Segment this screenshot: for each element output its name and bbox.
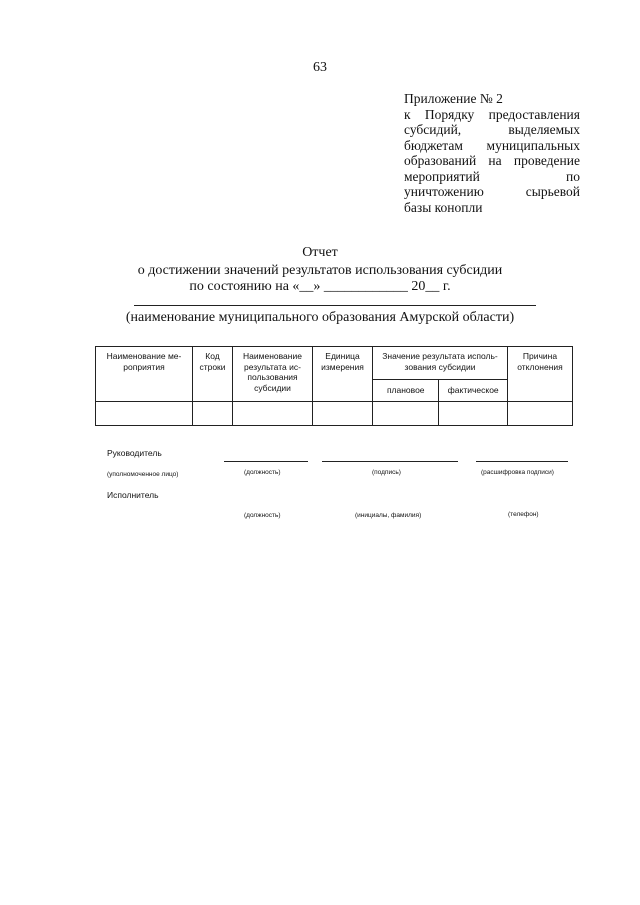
appendix-header [404, 91, 580, 215]
appendix-line: субсидий, выделяемых [404, 122, 580, 137]
cell-result [233, 402, 313, 426]
header-code: Код строки [193, 347, 233, 402]
exec-initials-caption: (инициалы, фамилия) [355, 512, 422, 519]
head-decoding-caption: (расшифровка подписи) [481, 469, 554, 476]
head-position-caption: (должность) [244, 469, 281, 476]
head-label: Руководитель [107, 448, 162, 458]
org-name-line [134, 305, 536, 306]
header-value: Значение результата исполь-зования субсидии [373, 347, 508, 380]
header-unit: Единица измерения [313, 347, 373, 402]
cell-planned [373, 402, 439, 426]
cell-code [193, 402, 233, 426]
report-subtitle: о достижении значений результатов использования субсидии [137, 263, 503, 278]
exec-phone-caption: (телефон) [508, 511, 539, 518]
header-event: Наименование ме-роприятия [96, 347, 193, 402]
report-title: Отчет [302, 245, 338, 260]
appendix-line: уничтожению сырьевой [404, 184, 580, 199]
cell-reason [508, 402, 573, 426]
head-signature-line [322, 461, 458, 462]
cell-event [96, 402, 193, 426]
org-name-caption: (наименование муниципального образования Амурской области) [125, 310, 515, 325]
cell-unit [313, 402, 373, 426]
header-actual: фактическое [439, 380, 508, 402]
head-signature-caption: (подпись) [372, 469, 401, 476]
header-reason: Причина отклонения [508, 347, 573, 402]
appendix-line: к Порядку предоставления [404, 106, 580, 122]
appendix-line: Приложение № 2 [404, 91, 503, 106]
header-planned: плановое [373, 380, 439, 402]
page-number: 63 [313, 60, 327, 75]
appendix-line: мероприятий по [404, 168, 580, 184]
head-decoding-line [476, 461, 568, 462]
exec-position-caption: (должность) [244, 512, 281, 519]
executor-label: Исполнитель [107, 490, 159, 500]
appendix-line: образований на проведение [404, 153, 580, 168]
report-table [95, 346, 573, 426]
appendix-line: бюджетам муниципальных [404, 137, 580, 153]
header-result: Наименование результата ис-пользования субсидии [233, 347, 313, 402]
head-sub-caption: (уполномоченное лицо) [107, 471, 179, 478]
report-date-line: по состоянию на «__» ____________ 20__ г. [189, 279, 451, 294]
head-position-line [224, 461, 308, 462]
cell-actual [439, 402, 508, 426]
appendix-line: базы конопли [404, 199, 483, 215]
